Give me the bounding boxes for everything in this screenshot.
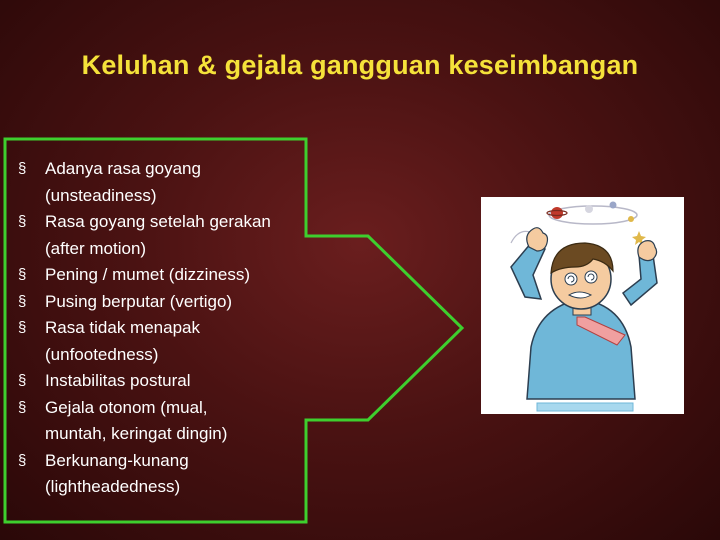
item-line: Berkunang-kunang — [45, 450, 189, 470]
symptom-list — [18, 156, 318, 501]
dizzy-man-illustration — [481, 197, 684, 414]
item-line: (after motion) — [45, 238, 147, 258]
bullet-marker: § — [18, 266, 27, 283]
dizzy-man-icon — [481, 197, 684, 414]
list-item — [18, 289, 318, 316]
bullet-marker: § — [18, 292, 27, 310]
item-line: Rasa tidak menapak — [45, 318, 200, 337]
list-item — [18, 315, 318, 368]
item-line: Adanya rasa goyang — [45, 159, 201, 178]
list-item — [18, 395, 318, 448]
item-line: Instabilitas postural — [45, 371, 191, 390]
list-item — [18, 156, 318, 209]
item-line: muntah, keringat dingin) — [45, 424, 228, 443]
list-item — [18, 209, 318, 262]
list-item — [18, 448, 318, 501]
bullet-marker: § — [18, 213, 27, 230]
list-item — [18, 262, 318, 289]
item-line: Pening / mumet (dizziness) — [45, 265, 251, 284]
item-line: Gejala otonom (mual, — [45, 397, 208, 417]
bullet-marker: § — [18, 319, 27, 336]
bullet-marker: § — [18, 451, 27, 469]
list-item — [18, 368, 318, 395]
item-line: (unsteadiness) — [45, 185, 157, 205]
bullet-marker: § — [18, 398, 27, 416]
slide-title: Keluhan & gejala gangguan keseimbangan — [81, 50, 639, 80]
item-line: (unfootedness) — [45, 344, 159, 364]
item-line: Rasa goyang setelah gerakan — [45, 212, 271, 231]
bullet-marker: § — [18, 372, 27, 389]
item-line: (lightheadedness) — [45, 477, 181, 496]
item-line: Pusing berputar (vertigo) — [45, 291, 233, 311]
bullet-marker: § — [18, 160, 27, 177]
